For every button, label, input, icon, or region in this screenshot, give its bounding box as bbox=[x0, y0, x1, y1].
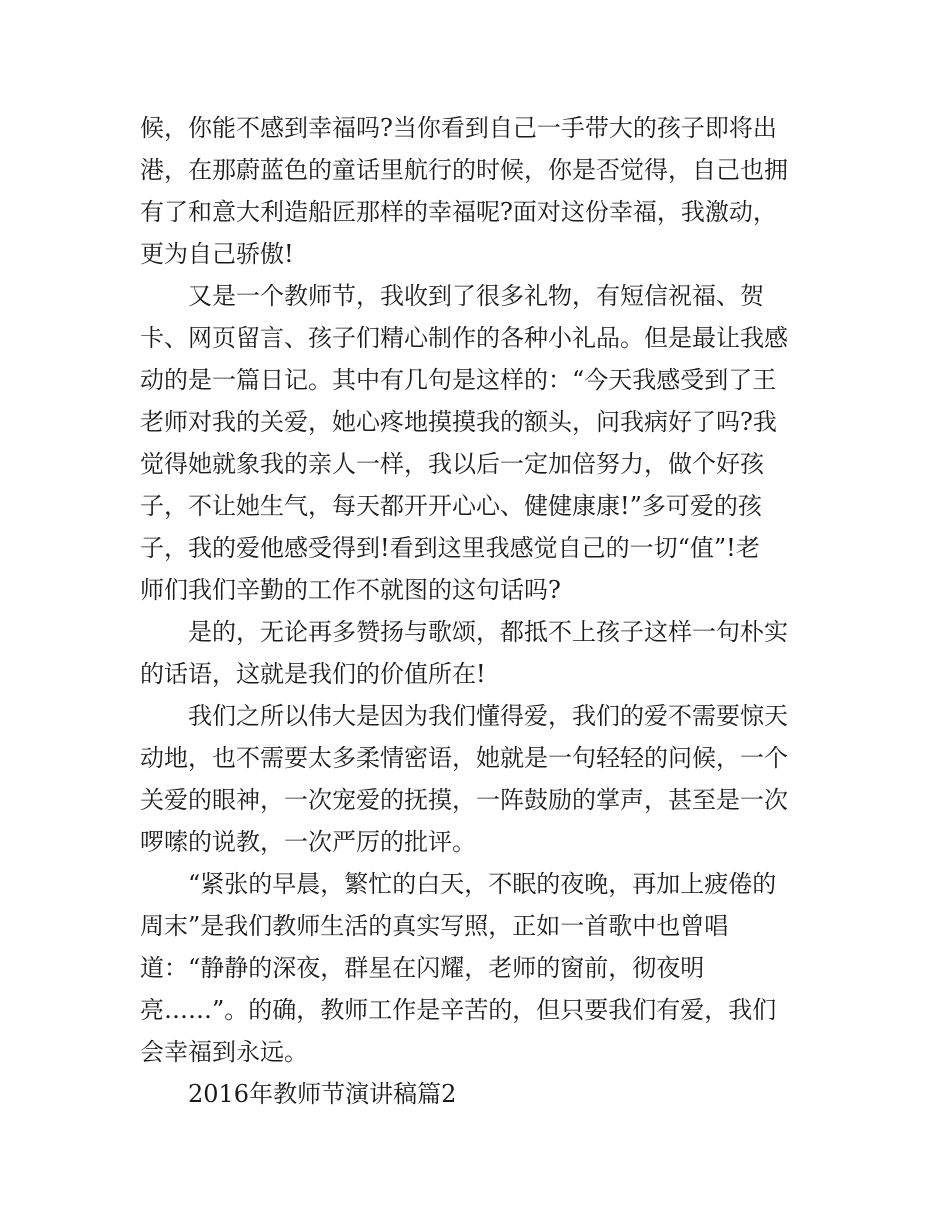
paragraph-line: 啰嗦的说教，一次严厉的批评。 bbox=[140, 828, 476, 856]
paragraph-line: 又是一个教师节，我收到了很多礼物，有短信祝福、贺 bbox=[188, 282, 764, 310]
paragraph-line: 觉得她就象我的亲人一样，我以后一定加倍努力，做个好孩 bbox=[140, 450, 764, 478]
paragraph-line: 有了和意大利造船匠那样的幸福呢?面对这份幸福，我激动， bbox=[140, 198, 777, 226]
paragraph-line: 动的是一篇日记。其中有几句是这样的：“今天我感受到了王 bbox=[140, 366, 777, 394]
paragraph-line: 卡、网页留言、孩子们精心制作的各种小礼品。但是最让我感 bbox=[140, 324, 788, 352]
paragraph-line: 道：“静静的深夜，群星在闪耀，老师的窗前，彻夜明 bbox=[140, 954, 705, 982]
paragraph-line: 动地，也不需要太多柔情密语，她就是一句轻轻的问候，一个 bbox=[140, 744, 788, 772]
section-heading: 2016年教师节演讲稿篇2 bbox=[188, 1080, 457, 1108]
paragraph-line: 是的，无论再多赞扬与歌颂，都抵不上孩子这样一句朴实 bbox=[188, 618, 788, 646]
paragraph-line: 周末”是我们教师生活的真实写照，正如一首歌中也曾唱 bbox=[140, 912, 729, 940]
paragraph-line: 候，你能不感到幸福吗?当你看到自己一手带大的孩子即将出 bbox=[140, 114, 777, 142]
paragraph-line: 亮……”。的确，教师工作是辛苦的，但只要我们有爱，我们 bbox=[140, 996, 777, 1024]
paragraph-line: 老师对我的关爱，她心疼地摸摸我的额头，问我病好了吗?我 bbox=[140, 408, 777, 436]
paragraph-line: 子，我的爱他感受得到!看到这里我感觉自己的一切“值”!老 bbox=[140, 534, 760, 562]
paragraph-line: “紧张的早晨，繁忙的白天，不眠的夜晚，再加上疲倦的 bbox=[188, 870, 777, 898]
paragraph-line: 更为自己骄傲! bbox=[140, 240, 294, 268]
paragraph-line: 的话语，这就是我们的价值所在! bbox=[140, 660, 486, 688]
paragraph-line: 师们我们辛勤的工作不就图的这句话吗? bbox=[140, 576, 561, 604]
paragraph-line: 港，在那蔚蓝色的童话里航行的时候，你是否觉得，自己也拥 bbox=[140, 156, 788, 184]
paragraph-line: 我们之所以伟大是因为我们懂得爱，我们的爱不需要惊天 bbox=[188, 702, 788, 730]
paragraph-line: 会幸福到永远。 bbox=[140, 1038, 308, 1066]
paragraph-line: 子，不让她生气，每天都开开心心、健健康康!”多可爱的孩 bbox=[140, 492, 762, 520]
paragraph-line: 关爱的眼神，一次宠爱的抚摸，一阵鼓励的掌声，甚至是一次 bbox=[140, 786, 788, 814]
